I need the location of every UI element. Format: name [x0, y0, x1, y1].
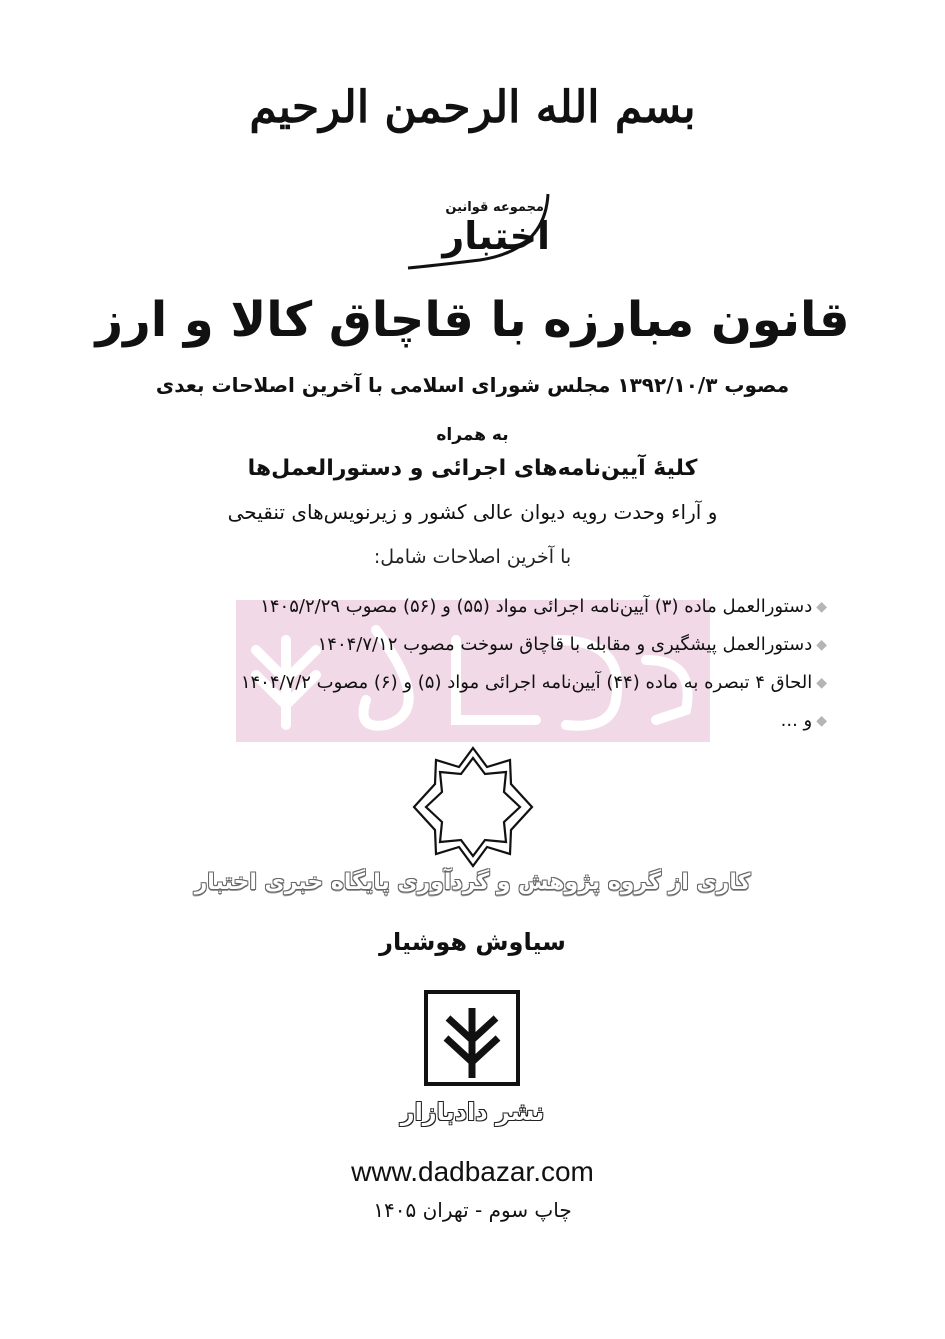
rulings-line: و آراء وحدت رویه دیوان عالی کشور و زیرنویس‌های تنقیحی	[227, 500, 718, 524]
amendments-list	[107, 588, 827, 740]
amendment-text: و ...	[780, 710, 813, 731]
author-name: سیاوش هوشیار	[379, 928, 566, 956]
basmala: بسم الله الرحمن الرحيم	[249, 82, 696, 133]
together-label: به همراه	[436, 425, 509, 445]
research-group-credit: کاری از گروه پژوهش و گردآوری پایگاه خبری اختبار	[194, 870, 751, 895]
diamond-bullet-icon: ◆	[816, 675, 827, 691]
diamond-bullet-icon: ◆	[816, 713, 827, 729]
logo-subtitle: مجموعه قوانین	[445, 200, 544, 215]
approval-line: مصوب ۱۳۹۲/۱۰/۳ مجلس شورای اسلامی با آخرین اصلاحات بعدی	[155, 373, 790, 397]
page-title: قانون مبارزه با قاچاق کالا و ارز	[95, 292, 850, 348]
list-item	[107, 626, 827, 664]
diamond-bullet-icon: ◆	[816, 637, 827, 653]
ekhtebar-logo	[400, 190, 550, 272]
amendment-text: الحاق ۴ تبصره به ماده (۴۴) آیین‌نامه اجرائی مواد (۵) و (۶) مصوب ۱۴۰۴/۷/۲	[240, 672, 813, 693]
amendment-text: دستورالعمل ماده (۳) آیین‌نامه اجرائی مواد (۵۵) و (۵۶) مصوب ۱۴۰۵/۲/۲۹	[260, 596, 813, 617]
list-item	[107, 664, 827, 702]
octagram-ornament-icon	[412, 746, 534, 868]
list-item	[107, 702, 827, 740]
list-item	[107, 588, 827, 626]
amendment-text: دستورالعمل پیشگیری و مقابله با قاچاق سوخت مصوب ۱۴۰۴/۷/۱۲	[317, 634, 813, 655]
latest-amendments-label: با آخرین اصلاحات شامل:	[373, 546, 572, 568]
diamond-bullet-icon: ◆	[816, 599, 827, 615]
logo-wordmark: اختبار	[442, 214, 550, 258]
regulations-heading: کلیهٔ آیین‌نامه‌های اجرائی و دستورالعمل‌ها	[247, 456, 698, 481]
publisher-logo-icon	[424, 990, 520, 1086]
edition-info: چاپ سوم - تهران ۱۴۰۵	[373, 1198, 572, 1222]
publisher-website-link[interactable]: www.dadbazar.com	[351, 1156, 594, 1187]
publisher-name: نشر دادبازار	[400, 1098, 545, 1126]
